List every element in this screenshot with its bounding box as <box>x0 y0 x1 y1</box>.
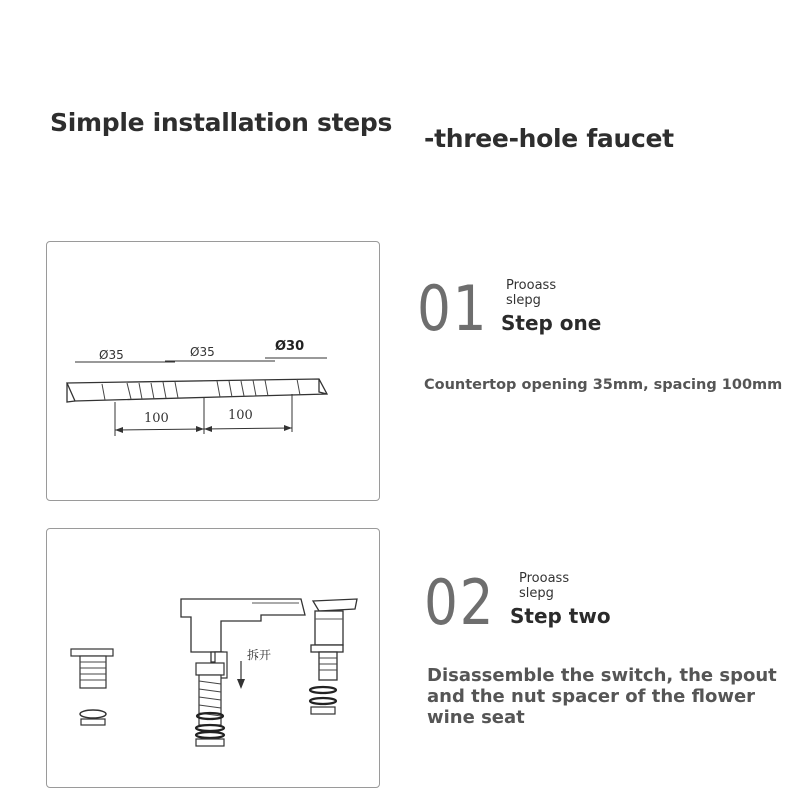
process-label <box>506 278 556 308</box>
process-word: Prooass <box>519 571 570 586</box>
step-label: Step one <box>501 311 602 335</box>
disassemble-annotation: 拆开 <box>247 648 272 662</box>
step-number: 02 <box>424 566 496 639</box>
process-word-2: slepg <box>506 293 541 308</box>
process-word: Prooass <box>506 278 557 293</box>
step-description: Countertop opening 35mm, spacing 100mm <box>424 377 783 393</box>
step-description: Disassemble the switch, the spout and the nut spacer of the flower wine seat <box>427 665 777 728</box>
disassembly-diagram <box>47 529 381 789</box>
countertop-diagram <box>47 242 381 502</box>
hole-label-1: Ø35 <box>99 348 124 362</box>
hole-label-2: Ø35 <box>190 345 215 359</box>
process-word-2: slepg <box>519 586 554 601</box>
spacing-label-2: 100 <box>228 408 253 423</box>
step-number: 01 <box>417 272 489 345</box>
countertop-diagram-panel <box>46 241 380 501</box>
spacing-label-1: 100 <box>144 411 169 426</box>
hole-label-3: Ø30 <box>275 339 305 354</box>
disassembly-diagram-panel <box>46 528 380 788</box>
page-subtitle: -three-hole faucet <box>424 124 674 153</box>
page-title: Simple installation steps <box>50 108 393 137</box>
step-label: Step two <box>510 604 611 628</box>
process-label <box>519 571 569 601</box>
